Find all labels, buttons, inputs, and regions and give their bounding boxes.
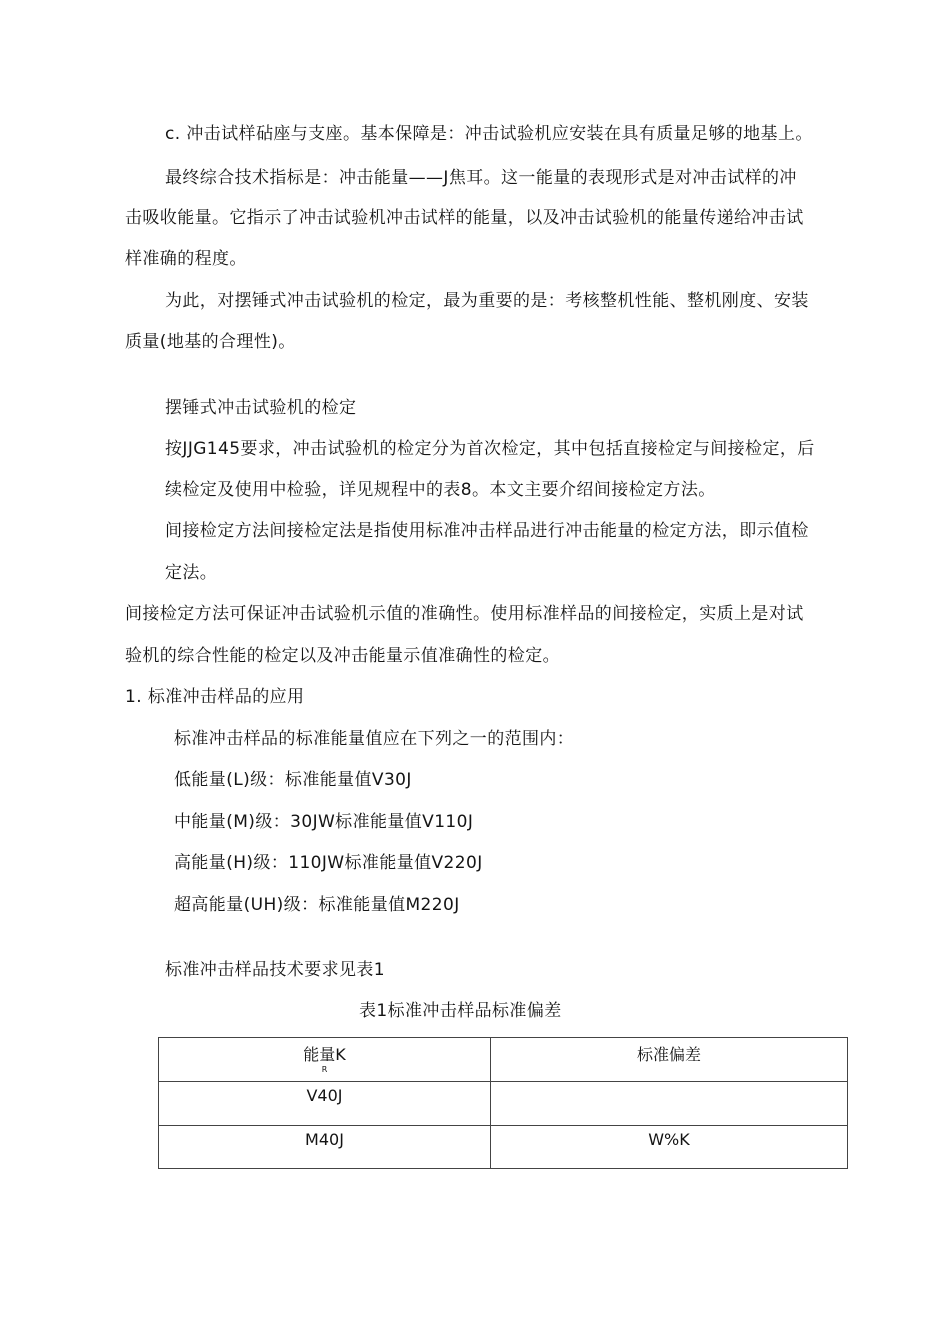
table-header-row — [159, 1038, 848, 1082]
paragraph-line: 标准冲击样品技术要求见表1 — [165, 960, 386, 980]
section-heading: 1. 标准冲击样品的应用 — [125, 687, 305, 707]
paragraph-line: 为此，对摆锤式冲击试验机的检定，最为重要的是：考核整机性能、整机刚度、安装 — [165, 291, 809, 311]
paragraph-line: 续检定及使用中检验，详见规程中的表8。本文主要介绍间接检定方法。 — [165, 480, 716, 500]
paragraph-line: 标准冲击样品的标准能量值应在下列之一的范围内： — [174, 729, 575, 749]
table-header-cell — [491, 1038, 848, 1082]
table-cell — [491, 1082, 848, 1126]
paragraph-line: 间接检定方法间接检定法是指使用标准冲击样品进行冲击能量的检定方法，即示值检 — [165, 521, 809, 541]
table-header-subscript: R — [321, 1065, 328, 1074]
paragraph-line: 击吸收能量。它指示了冲击试验机冲击试样的能量，以及冲击试验机的能量传递给冲击试 — [125, 208, 804, 228]
list-item: 超高能量(UH)级：标准能量值M220J — [174, 895, 460, 915]
list-item: 低能量(L)级：标准能量值V30J — [174, 770, 412, 790]
paragraph-line: 验机的综合性能的检定以及冲击能量示值准确性的检定。 — [125, 646, 560, 666]
paragraph-line: 质量(地基的合理性)。 — [125, 332, 296, 352]
paragraph-line: 按JJG145要求，冲击试验机的检定分为首次检定，其中包括直接检定与间接检定，后 — [165, 439, 815, 459]
section-heading: 摆锤式冲击试验机的检定 — [165, 398, 357, 418]
table-row — [159, 1126, 848, 1169]
deviation-table — [158, 1037, 848, 1169]
table-header-cell — [159, 1038, 491, 1082]
paragraph-line: 定法。 — [165, 563, 218, 583]
table-cell: V40J — [159, 1082, 491, 1126]
table-row — [159, 1082, 848, 1126]
paragraph-line: 样准确的程度。 — [125, 249, 247, 269]
table-cell: M40J — [159, 1126, 491, 1169]
table-header-energy: 能量K — [303, 1045, 346, 1064]
list-item: 中能量(M)级：30JW标准能量值V110J — [174, 812, 474, 832]
table-header-deviation: 标准偏差 — [636, 1045, 701, 1064]
list-item: 高能量(H)级：110JW标准能量值V220J — [174, 853, 483, 873]
paragraph-line: c. 冲击试样砧座与支座。基本保障是：冲击试验机应安装在具有质量足够的地基上。 — [165, 124, 813, 144]
paragraph-line: 间接检定方法可保证冲击试验机示值的准确性。使用标准样品的间接检定，实质上是对试 — [125, 604, 804, 624]
table-cell: W%K — [491, 1126, 848, 1169]
paragraph-line: 最终综合技术指标是：冲击能量——J焦耳。这一能量的表现形式是对冲击试样的冲 — [165, 168, 797, 188]
table-caption: 表1标准冲击样品标准偏差 — [359, 1001, 562, 1021]
